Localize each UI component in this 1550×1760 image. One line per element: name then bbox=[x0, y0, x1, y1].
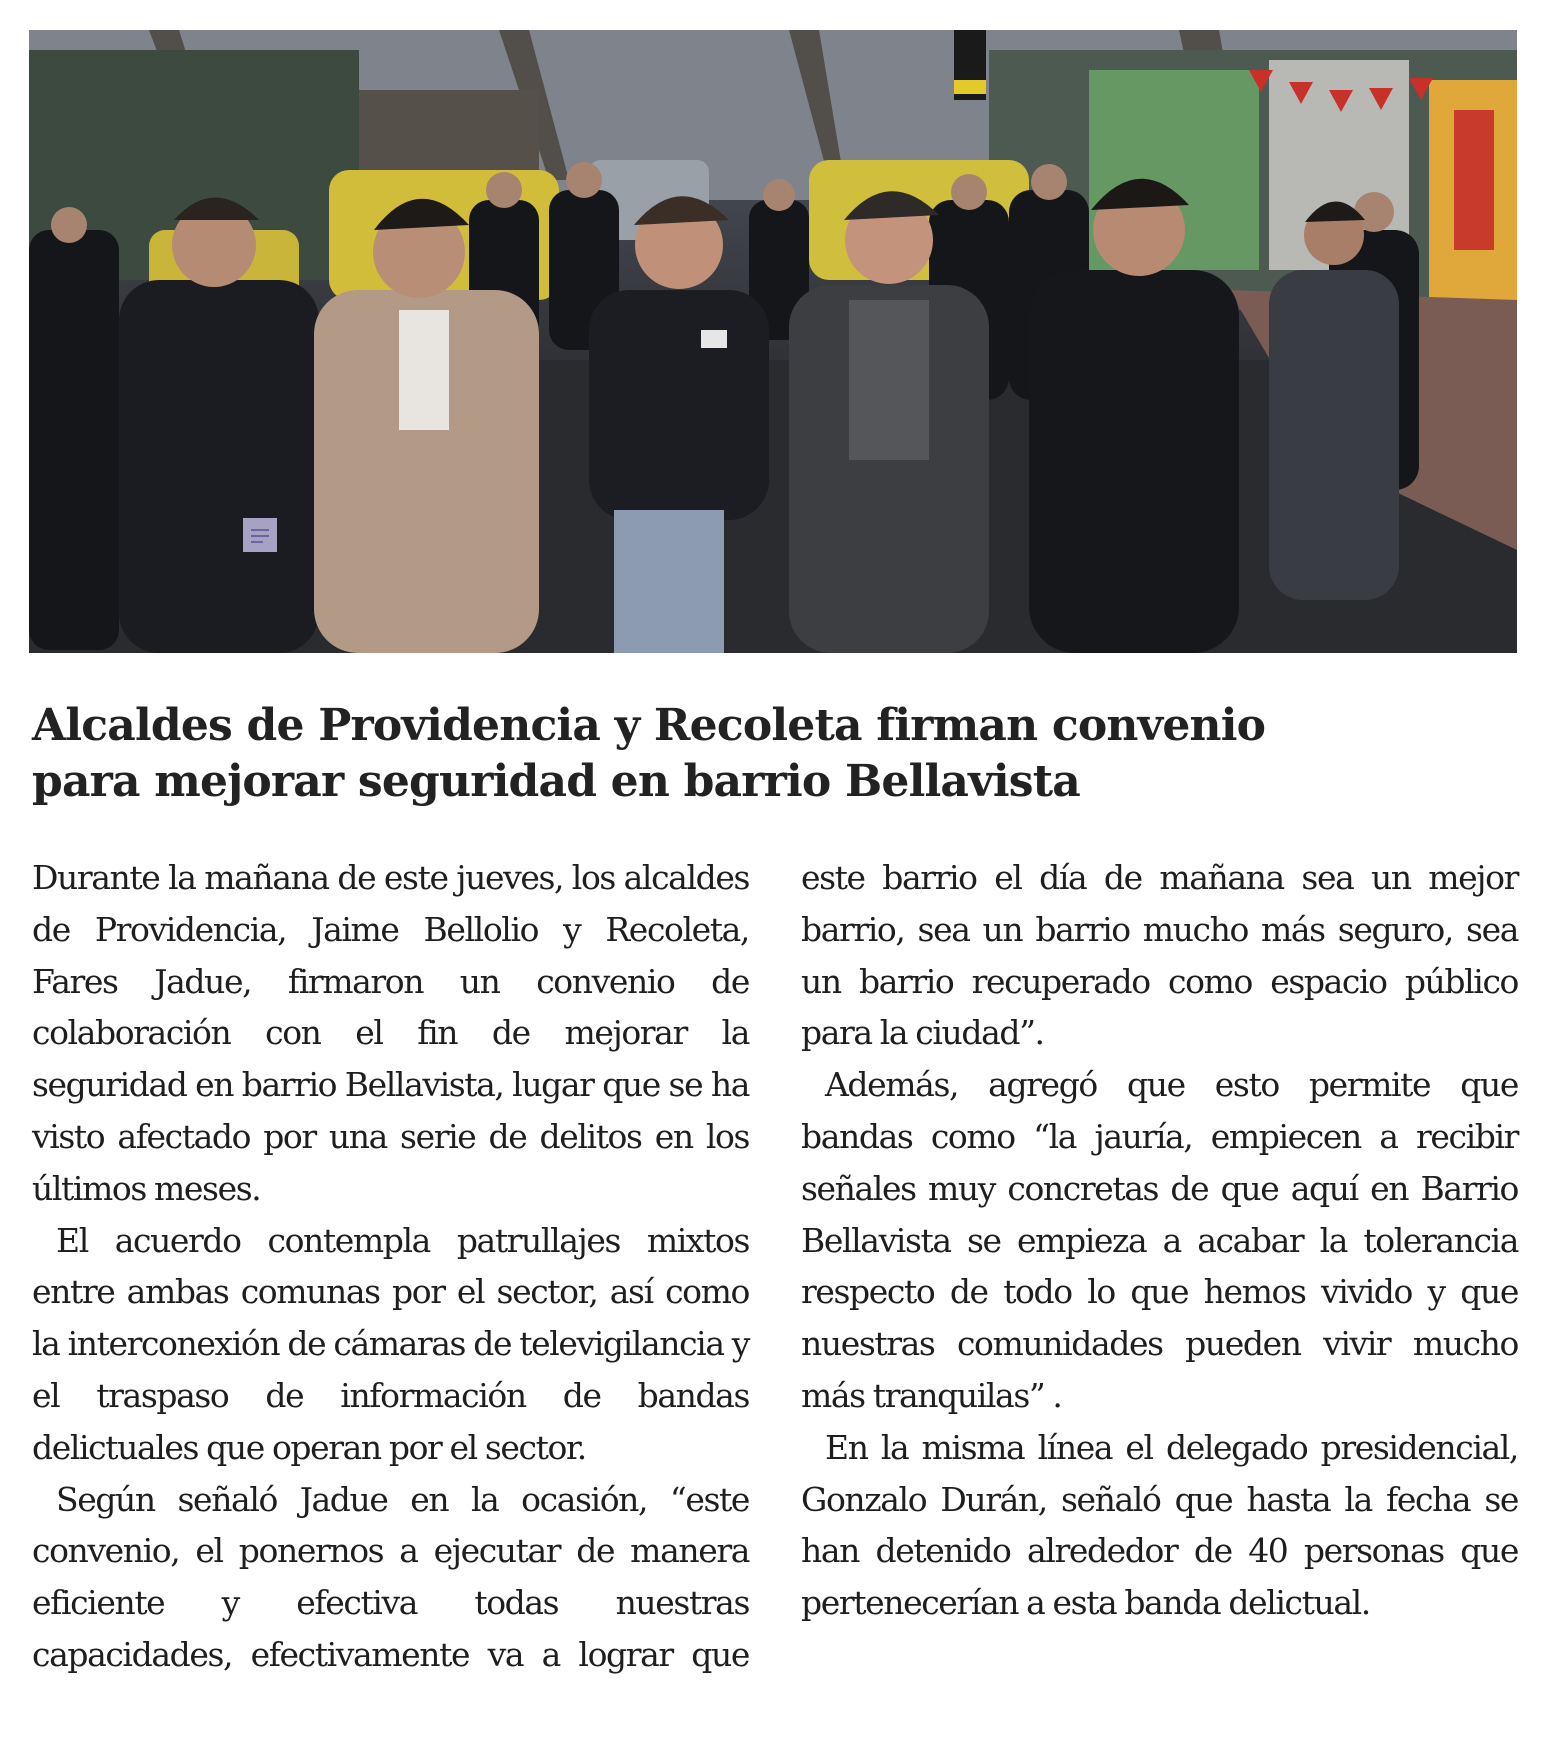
article-paragraph: En la misma línea el delegado presidencial, Gonzalo Durán, señaló que hasta la fecha se han detenido alrededor de 40 personas que pertenecerían a esta banda delictual. bbox=[801, 1427, 1518, 1623]
street-scene-illustration bbox=[29, 30, 1517, 653]
red-stripe bbox=[1454, 110, 1494, 250]
article-photo bbox=[29, 30, 1517, 653]
article-paragraph: Según señaló Jadue en la ocasión, “este convenio, el ponernos a ejecutar de manera eficiente y efectiva todas nuestras capacidades, efectivamente va a lograr que este barrio el día de mañana sea un mejor barrio, sea un barrio mucho más seguro, sea un barrio recuperado como espacio público para la ciudad”. bbox=[32, 858, 1518, 1674]
article-paragraph: Además, agregó que esto permite que bandas como “la jauría, empiecen a recibir señales muy concretas de que aquí en Barrio Bellavista se empieza a acabar la tolerancia respecto de todo lo que hemos vivido y que nuestras comunidades pueden vivir mucho más tranquilas” . bbox=[801, 1065, 1518, 1415]
article-headline: Alcaldes de Providencia y Recoleta firman convenio para mejorar seguridad en barrio Bellavista bbox=[32, 700, 1266, 807]
article-body bbox=[32, 852, 1518, 1682]
article-paragraph: El acuerdo contempla patrullajes mixtos entre ambas comunas por el sector, así como la interconexión de cámaras de televigilancia y el traspaso de información de bandas delictuales que operan por el sector. bbox=[32, 1220, 749, 1467]
article-paragraph: Durante la mañana de este jueves, los alcaldes de Providencia, Jaime Bellolio y Recoleta, Fares Jadue, firmaron un convenio de colaboración con el fin de mejorar la seguridad en barrio Bellavista, lugar que se ha visto afectado por una serie de delitos en los últimos meses. bbox=[32, 858, 749, 1208]
